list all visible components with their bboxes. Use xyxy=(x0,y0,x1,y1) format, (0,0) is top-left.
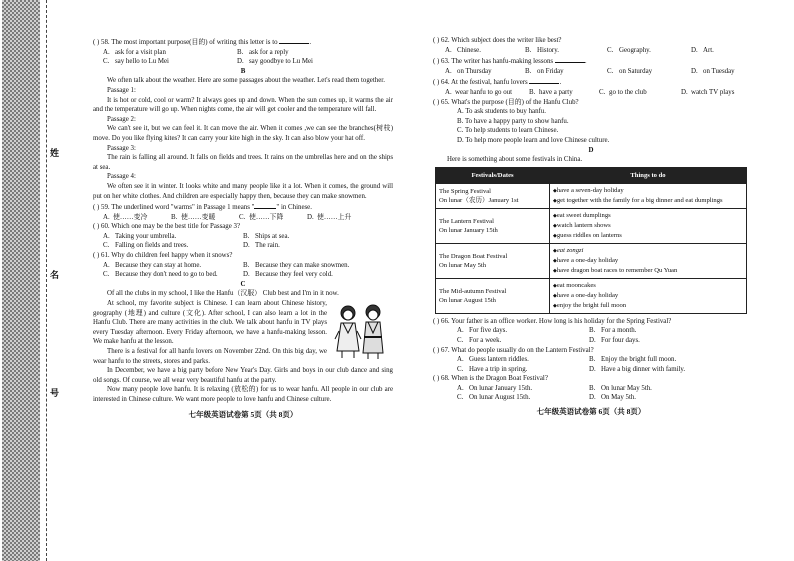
festival-cell xyxy=(436,278,550,313)
festival-name: The Spring Festival xyxy=(439,187,492,195)
hanfu-children-illustration xyxy=(333,301,389,361)
left-page xyxy=(93,36,393,419)
option-b[interactable]: History. xyxy=(537,46,559,54)
question-58: ( ) 58. The most important purpose(目的) of writing this letter is to . xyxy=(93,36,393,48)
club-paragraph-1: At school, my favorite subject is Chinese. I can learn about Chinese history, geography (地理) and culture (文化). After school, I can also learn a lot in the Hanfu Club. There are many activities in the club. We talk about hanfu in TV plays every Tuesday afternoon. Every Friday afternoon, we have a hanfu-making lesson. We make hanfu at the lesson. xyxy=(93,300,327,346)
question-61: ( ) 61. Why do children feel happy when it snows? xyxy=(93,252,233,260)
page-footer-5: 七年级英语试卷第 5页（共 8页） xyxy=(188,409,298,419)
diamond-bullet-icon: ◆ xyxy=(553,233,557,239)
passage-intro: We often talk about the weather. Here are some passages about the weather. Let's read them together. xyxy=(107,77,385,85)
q61-options-2: C. Because they don't need to go to bed. D. Because they feel very cold. xyxy=(103,271,333,279)
club-paragraph-4: Now many people love hanfu. It is relaxing (放松的) for us to wear hanfu. All people in our club are interested in Chinese culture. We want more people to love hanfu and Chinese culture. xyxy=(93,386,393,403)
festival-date: On lunar August 15th xyxy=(439,296,496,304)
option-a[interactable]: On lunar January 15th. xyxy=(469,384,533,392)
q68-options-2: C. On lunar August 15th. D. On May 5th. xyxy=(457,394,637,402)
answer-blank[interactable] xyxy=(254,201,276,209)
activity-item: ◆watch lantern shows xyxy=(553,221,611,229)
diamond-bullet-icon: ◆ xyxy=(553,293,557,299)
festival-table xyxy=(435,167,747,314)
section-heading-d: D xyxy=(588,146,594,154)
festival-cell xyxy=(436,183,550,208)
diamond-bullet-icon: ◆ xyxy=(553,213,557,219)
option-b[interactable]: 使……变暖 xyxy=(181,213,216,221)
option-c[interactable]: on Saturday xyxy=(619,67,653,75)
option-c[interactable]: say hello to Lu Mei xyxy=(115,58,169,66)
q68-options: A. On lunar January 15th. B. On lunar May 5th. xyxy=(457,384,652,392)
activities-cell xyxy=(550,278,747,313)
festival-name: The Dragon Boat Festival xyxy=(439,252,508,260)
option-d[interactable]: Have a big dinner with family. xyxy=(601,365,686,373)
club-paragraph-2: There is a festival for all hanfu lovers on November 22nd. On this big day, we wear hanfu to the streets, stores and parks. xyxy=(93,348,327,365)
q60-options: A. Taking your umbrella. B. Ships at sea. xyxy=(103,232,290,240)
question-64: ( ) 64. At the festival, hanfu lovers . xyxy=(433,76,749,88)
option-d[interactable]: Art. xyxy=(703,46,714,54)
table-row xyxy=(436,243,747,278)
option-a[interactable]: Taking your umbrella. xyxy=(115,232,177,240)
question-60: ( ) 60. Which one may be the best title for Passage 3? xyxy=(93,223,241,231)
activity-item: ◆have a one-day holiday xyxy=(553,256,619,264)
passage-1-text: It is hot or cold, cool or warm? It always goes up and down. When the sun comes up, it warms the air and the temperature will go up. When nights come, the air will get cooler and the temperature will fall. xyxy=(93,96,393,114)
binding-label-number: 号 xyxy=(50,388,60,398)
q65-option-d[interactable]: D. To help more people learn and love Chinese culture. xyxy=(457,136,610,144)
binding-margin xyxy=(0,0,66,561)
binding-label-name: 姓 xyxy=(50,148,60,158)
activity-item: ◆have a seven-day holiday xyxy=(553,186,624,194)
q67-options-2: C. Have a trip in spring. D. Have a big dinner with family. xyxy=(457,365,686,373)
option-b[interactable]: Enjoy the bright full moon. xyxy=(601,356,677,364)
passage-2-title: Passage 2: xyxy=(107,115,136,123)
passage-1-title: Passage 1: xyxy=(107,86,136,94)
festival-cell xyxy=(436,208,550,243)
q63-options: A. on Thursday B. on Friday C. on Saturday D. on Tuesday xyxy=(445,67,735,75)
q65-option-b[interactable]: B. To have a happy party to show hanfu. xyxy=(457,117,569,125)
option-c[interactable]: Falling on fields and trees. xyxy=(115,242,189,250)
option-a[interactable]: Chinese. xyxy=(457,46,481,54)
option-b[interactable]: ask for a reply xyxy=(249,48,289,56)
option-c[interactable]: On lunar August 15th. xyxy=(469,394,531,402)
q62-options: A. Chinese. B. History. C. Geography. D. Art. xyxy=(445,46,714,54)
diamond-bullet-icon: ◆ xyxy=(553,198,557,204)
passage-3-text: The rain is falling all around. It falls on fields and trees. It rains on the umbrellas here and on the ships at sea. xyxy=(93,154,393,171)
diamond-bullet-icon: ◆ xyxy=(553,188,557,194)
option-b[interactable]: Because they can make snowmen. xyxy=(255,261,350,269)
q64-options: A. wear hanfu to go out B. have a party C. go to the club D. watch TV plays xyxy=(445,88,735,96)
activities-cell xyxy=(550,243,747,278)
activity-item: ◆guess riddles on lanterns xyxy=(553,231,622,239)
right-page xyxy=(433,36,749,417)
binding-dashed-line xyxy=(46,0,47,561)
activity-item: ◆eat mooncakes xyxy=(553,281,596,289)
question-66: ( ) 66. Your father is an office worker. How long is his holiday for the Spring Festival? xyxy=(433,317,672,325)
option-a[interactable]: For five days. xyxy=(469,327,508,335)
option-d[interactable]: Because they feel very cold. xyxy=(255,271,333,279)
festival-date: On lunar May 5th xyxy=(439,261,487,269)
q66-options: A. For five days. B. For a month. xyxy=(457,327,637,335)
diamond-bullet-icon: ◆ xyxy=(553,258,557,264)
activity-item: ◆get together with the family for a big dinner and eat dumplings xyxy=(553,196,723,204)
passage-4-title: Passage 4: xyxy=(107,173,136,181)
option-c[interactable]: go to the club xyxy=(609,88,647,96)
page-footer-6: 七年级英语试卷第 6页（共 8页） xyxy=(536,407,646,417)
festival-name: The Mid-autumn Festival xyxy=(439,287,507,295)
option-b[interactable]: have a party xyxy=(539,88,573,96)
option-d[interactable]: On May 5th. xyxy=(601,394,637,402)
passage-2-text: We can't see it, but we can feel it. It can move the air. When it comes ,we can see the branches(树枝) move. Do you like flying kites? It can carry your kite high in the sky. It can also blow your hat off. xyxy=(93,125,393,142)
table-header-festivals: Festivals/Dates xyxy=(436,167,550,183)
question-67: ( ) 67. What do people usually do on the Lantern Festival? xyxy=(433,346,594,354)
option-d[interactable]: For four days. xyxy=(601,336,640,344)
option-a[interactable]: wear hanfu to go out xyxy=(455,88,513,96)
option-d[interactable]: watch TV plays xyxy=(691,88,735,96)
activities-cell xyxy=(550,208,747,243)
section-heading-b: B xyxy=(240,67,246,75)
diamond-bullet-icon: ◆ xyxy=(553,303,557,309)
option-c[interactable]: 使……下降 xyxy=(249,213,284,221)
option-d[interactable]: on Tuesday xyxy=(703,67,735,75)
diamond-bullet-icon: ◆ xyxy=(553,248,557,254)
question-63: ( ) 63. The writer has hanfu-making lessons . xyxy=(433,55,749,67)
question-59: ( ) 59. The underlined word "warms" in Passage 1 means " " in Chinese. xyxy=(93,201,393,213)
option-d[interactable]: say goodbye to Lu Mei xyxy=(249,58,313,66)
option-a[interactable]: ask for a visit plan xyxy=(115,48,166,56)
question-65: ( ) 65. What's the purpose (目的) of the Hanfu Club? xyxy=(433,98,579,106)
festival-name: The Lantern Festival xyxy=(439,217,494,225)
festival-date: On lunar（农历）January 1st xyxy=(439,196,519,204)
option-d[interactable]: The rain. xyxy=(255,242,280,250)
q58-options: A. ask for a visit plan B. ask for a reply xyxy=(103,48,289,56)
binding-label-name-2: 名 xyxy=(50,270,60,280)
diamond-bullet-icon: ◆ xyxy=(553,283,557,289)
section-heading-c: C xyxy=(240,280,246,288)
activity-item: ◆have a one-day holiday xyxy=(553,291,619,299)
q67-options: A. Guess lantern riddles. B. Enjoy the bright full moon. xyxy=(457,356,677,364)
option-c[interactable]: Geography. xyxy=(619,46,651,54)
festival-intro: Here is something about some festivals in China. xyxy=(447,156,583,164)
activity-item: ◆eat sweet dumplings xyxy=(553,211,611,219)
club-paragraph-3: In December, we have a big party before New Year's Day. Girls and boys in our club dance and sing old songs. Of course, we all wear very beautiful hanfu at the party. xyxy=(93,367,393,384)
option-a[interactable]: on Thursday xyxy=(457,67,492,75)
club-title: Of all the clubs in my school, I like the Hanfu（汉服） Club best and I'm in it now. xyxy=(107,290,339,298)
question-62: ( ) 62. Which subject does the writer like best? xyxy=(433,37,562,44)
activity-item: ◆have dragon boat races to remember Qu Yuan xyxy=(553,266,678,274)
q58-options-2: C. say hello to Lu Mei D. say goodbye to Lu Mei xyxy=(103,58,313,66)
answer-blank[interactable] xyxy=(279,36,309,44)
activity-item: ◆enjoy the bright full moon xyxy=(553,301,627,309)
option-a[interactable]: 使……变冷 xyxy=(113,213,148,221)
passage-4-text: We often see it in winter. It looks white and many people like it a lot. When it comes, the ground will put on her white clothes. And children are especially happy then, because they can make snowmen. xyxy=(93,182,393,200)
question-68: ( ) 68. When is the Dragon Boat Festival? xyxy=(433,375,548,383)
option-b[interactable]: Ships at sea. xyxy=(255,232,290,240)
q59-options: A. 使……变冷 B. 使……变暖 C. 使……下降 D. 使……上升 xyxy=(103,213,352,221)
option-c[interactable]: Because they don't need to go to bed. xyxy=(115,271,218,279)
festival-cell xyxy=(436,243,550,278)
option-c[interactable]: Have a trip in spring. xyxy=(469,365,528,373)
answer-blank[interactable] xyxy=(555,55,585,63)
option-c[interactable]: For a week. xyxy=(469,336,502,344)
answer-blank[interactable] xyxy=(529,76,559,84)
table-row xyxy=(436,208,747,243)
q66-options-2: C. For a week. D. For four days. xyxy=(457,336,640,344)
table-header-things: Things to do xyxy=(550,167,747,183)
table-row xyxy=(436,278,747,313)
q65-option-c[interactable]: C. To help students to learn Chinese. xyxy=(457,127,559,135)
diamond-bullet-icon: ◆ xyxy=(553,223,557,229)
q60-options-2: C. Falling on fields and trees. D. The rain. xyxy=(103,242,280,250)
option-b[interactable]: For a month. xyxy=(601,327,637,335)
option-a[interactable]: Guess lantern riddles. xyxy=(469,356,529,364)
option-b[interactable]: On lunar May 5th. xyxy=(601,384,652,392)
table-row xyxy=(436,183,747,208)
option-b[interactable]: on Friday xyxy=(537,67,564,75)
activities-cell xyxy=(550,183,747,208)
option-a[interactable]: Because they can stay at home. xyxy=(115,261,202,269)
option-d[interactable]: 使……上升 xyxy=(317,213,352,221)
festival-date: On lunar January 15th xyxy=(439,226,498,234)
binding-pattern xyxy=(2,0,40,561)
activity-item: ◆eat zongzi xyxy=(553,246,584,254)
q65-option-a[interactable]: A. To ask students to buy hanfu. xyxy=(457,108,546,116)
q61-options: A. Because they can stay at home. B. Because they can make snowmen. xyxy=(103,261,350,269)
diamond-bullet-icon: ◆ xyxy=(553,268,557,274)
passage-3-title: Passage 3: xyxy=(107,144,136,152)
